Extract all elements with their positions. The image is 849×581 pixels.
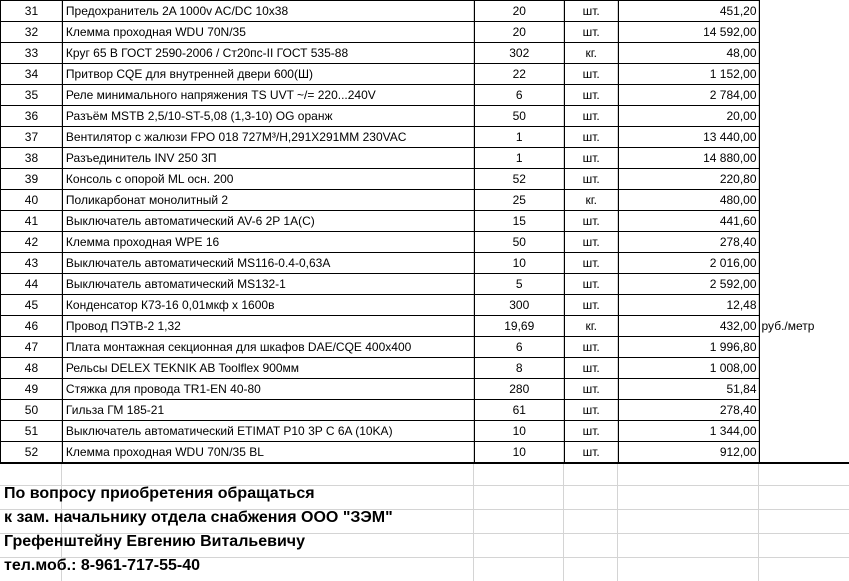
price-cell[interactable]: 432,00 [618,316,759,337]
quantity-cell[interactable]: 19,69 [474,316,564,337]
contact-phone[interactable]: тел.моб.: 8-961-717-55-40 [4,557,201,574]
table-row [1,274,849,295]
table-row [1,1,849,22]
price-cell[interactable]: 451,20 [618,1,759,22]
note-cell[interactable] [759,1,849,22]
unit-cell[interactable]: кг. [564,316,618,337]
row-number-cell[interactable]: 40 [1,190,63,211]
table-row [1,400,849,421]
price-cell[interactable]: 2 784,00 [618,85,759,106]
item-name-cell[interactable]: Выключатель автоматический AV-6 2P 1A(C) [62,211,474,232]
item-name-cell[interactable]: Стяжка для провода TR1-EN 40-80 [62,379,474,400]
item-name-cell[interactable]: Выключатель автоматический MS116-0.4-0,63A [62,253,474,274]
quantity-cell[interactable]: 1 [474,127,564,148]
item-name-cell[interactable]: Выключатель автоматический MS132-1 [62,274,474,295]
item-name-cell[interactable]: Конденсатор К73-16 0,01мкф х 1600в [62,295,474,316]
unit-cell[interactable]: шт. [564,358,618,379]
table-row [1,22,849,43]
price-cell[interactable]: 220,80 [618,169,759,190]
quantity-cell[interactable]: 6 [474,337,564,358]
row-number-cell[interactable]: 44 [1,274,63,295]
item-name-cell[interactable]: Клемма проходная WPE 16 [62,232,474,253]
price-cell[interactable]: 48,00 [618,43,759,64]
note-cell[interactable] [759,421,849,442]
item-name-cell[interactable]: Плата монтажная секционная для шкафов DAE/CQE 400x400 [62,337,474,358]
price-cell[interactable]: 20,00 [618,106,759,127]
item-name-cell[interactable]: Провод ПЭТВ-2 1,32 [62,316,474,337]
item-name-cell[interactable]: Разъединитель INV 250 3П [62,148,474,169]
quantity-cell[interactable]: 10 [474,421,564,442]
price-cell[interactable]: 14 592,00 [618,22,759,43]
price-cell[interactable]: 13 440,00 [618,127,759,148]
table-row [1,253,849,274]
table-row [1,358,849,379]
unit-cell[interactable]: шт. [564,442,618,464]
row-number-cell[interactable]: 49 [1,379,63,400]
row-number-cell[interactable]: 33 [1,43,63,64]
note-cell[interactable] [759,274,849,295]
note-cell[interactable] [759,169,849,190]
note-cell[interactable] [759,106,849,127]
unit-cell[interactable]: шт. [564,22,618,43]
row-number-cell[interactable]: 52 [1,442,63,464]
unit-cell[interactable]: шт. [564,211,618,232]
contact-block [4,482,393,578]
table-row [1,106,849,127]
price-cell[interactable]: 1 344,00 [618,421,759,442]
row-number-cell[interactable]: 48 [1,358,63,379]
table-row [1,337,849,358]
price-cell[interactable]: 912,00 [618,442,759,464]
row-number-cell[interactable]: 37 [1,127,63,148]
contact-line[interactable]: к зам. начальнику отдела снабжения ООО "ЗЭМ" [4,509,393,526]
table-row [1,148,849,169]
unit-cell[interactable]: шт. [564,337,618,358]
note-cell[interactable] [759,64,849,85]
quantity-cell[interactable]: 22 [474,64,564,85]
table-row [1,232,849,253]
row-number-cell[interactable]: 34 [1,64,63,85]
quantity-cell[interactable]: 6 [474,85,564,106]
price-cell[interactable]: 278,40 [618,400,759,421]
unit-cell[interactable]: шт. [564,400,618,421]
price-cell[interactable]: 51,84 [618,379,759,400]
table-row [1,442,849,464]
price-cell[interactable]: 1 996,80 [618,337,759,358]
note-cell[interactable] [759,232,849,253]
note-cell[interactable] [759,337,849,358]
unit-cell[interactable]: кг. [564,43,618,64]
row-number-cell[interactable]: 38 [1,148,63,169]
item-name-cell[interactable]: Реле минимального напряжения TS UVT ~/= 220...240V [62,85,474,106]
unit-cell[interactable]: шт. [564,274,618,295]
quantity-cell[interactable]: 280 [474,379,564,400]
unit-cell[interactable]: шт. [564,232,618,253]
price-cell[interactable]: 1 008,00 [618,358,759,379]
quantity-cell[interactable]: 302 [474,43,564,64]
price-cell[interactable]: 2 592,00 [618,274,759,295]
table-row [1,421,849,442]
price-cell[interactable]: 12,48 [618,295,759,316]
note-cell[interactable] [759,43,849,64]
price-cell[interactable]: 480,00 [618,190,759,211]
item-name-cell[interactable]: Поликарбонат монолитный 2 [62,190,474,211]
item-name-cell[interactable]: Вентилятор с жалюзи FPO 018 727М³/H,291X291MM 230VAC [62,127,474,148]
item-name-cell[interactable]: Притвор CQE для внутренней двери 600(Ш) [62,64,474,85]
item-name-cell[interactable]: Предохранитель 2A 1000v AC/DC 10x38 [62,1,474,22]
row-number-cell[interactable]: 39 [1,169,63,190]
item-name-cell[interactable]: Рельсы DELEX TEKNIK AB Toolflex 900мм [62,358,474,379]
quantity-cell[interactable]: 61 [474,400,564,421]
note-cell[interactable] [759,127,849,148]
quantity-cell[interactable]: 25 [474,190,564,211]
note-cell[interactable] [759,442,849,464]
row-number-cell[interactable]: 32 [1,22,63,43]
quantity-cell[interactable]: 300 [474,295,564,316]
table-row [1,85,849,106]
note-cell[interactable] [759,148,849,169]
table-row [1,127,849,148]
row-number-cell[interactable]: 45 [1,295,63,316]
table-row [1,169,849,190]
item-name-cell[interactable]: Консоль с опорой ML осн. 200 [62,169,474,190]
table-row [1,295,849,316]
price-cell[interactable]: 1 152,00 [618,64,759,85]
price-cell[interactable]: 14 880,00 [618,148,759,169]
contact-line[interactable]: По вопросу приобретения обращаться [4,485,315,502]
unit-cell[interactable]: шт. [564,127,618,148]
price-cell[interactable]: 278,40 [618,232,759,253]
note-cell[interactable] [759,190,849,211]
unit-cell[interactable]: шт. [564,148,618,169]
table-row [1,379,849,400]
note-cell[interactable] [759,253,849,274]
row-number-cell[interactable]: 43 [1,253,63,274]
quantity-cell[interactable]: 10 [474,442,564,464]
note-cell[interactable] [759,85,849,106]
row-number-cell[interactable]: 41 [1,211,63,232]
unit-cell[interactable]: кг. [564,190,618,211]
note-cell[interactable] [759,379,849,400]
unit-cell[interactable]: шт. [564,64,618,85]
unit-cell[interactable]: шт. [564,169,618,190]
quantity-cell[interactable]: 20 [474,22,564,43]
unit-cell[interactable]: шт. [564,379,618,400]
row-number-cell[interactable]: 31 [1,1,63,22]
row-number-cell[interactable]: 36 [1,106,63,127]
quantity-cell[interactable]: 5 [474,274,564,295]
table-row [1,190,849,211]
note-cell[interactable] [759,295,849,316]
price-cell[interactable]: 2 016,00 [618,253,759,274]
unit-cell[interactable]: шт. [564,1,618,22]
unit-cell[interactable]: шт. [564,85,618,106]
note-cell[interactable] [759,22,849,43]
note-cell[interactable] [759,211,849,232]
row-number-cell[interactable]: 50 [1,400,63,421]
row-number-cell[interactable]: 47 [1,337,63,358]
note-cell[interactable]: руб./метр [761,319,815,333]
quantity-cell[interactable]: 8 [474,358,564,379]
item-name-cell[interactable]: Гильза ГМ 185-21 [62,400,474,421]
quantity-cell[interactable]: 20 [474,1,564,22]
item-name-cell[interactable]: Разъём MSTB 2,5/10-ST-5,08 (1,3-10) OG оранж [62,106,474,127]
note-cell[interactable] [759,400,849,421]
quantity-cell[interactable]: 50 [474,106,564,127]
quantity-cell[interactable]: 10 [474,253,564,274]
table-row [1,211,849,232]
table-row [1,64,849,85]
quantity-cell[interactable]: 15 [474,211,564,232]
quantity-cell[interactable]: 52 [474,169,564,190]
quantity-cell[interactable]: 50 [474,232,564,253]
item-name-cell[interactable]: Клемма проходная WDU 70N/35 BL [62,442,474,464]
row-number-cell[interactable]: 46 [1,316,63,337]
unit-cell[interactable]: шт. [564,295,618,316]
note-cell[interactable] [759,358,849,379]
price-cell[interactable]: 441,60 [618,211,759,232]
unit-cell[interactable]: шт. [564,106,618,127]
row-number-cell[interactable]: 42 [1,232,63,253]
unit-cell[interactable]: шт. [564,421,618,442]
unit-cell[interactable]: шт. [564,253,618,274]
item-name-cell[interactable]: Выключатель автоматический ETIMAT P10 3P C 6A (10KA) [62,421,474,442]
quantity-cell[interactable]: 1 [474,148,564,169]
contact-line[interactable]: Грефенштейну Евгению Витальевичу [4,533,305,550]
row-number-cell[interactable]: 51 [1,421,63,442]
table-row [1,316,849,337]
row-number-cell[interactable]: 35 [1,85,63,106]
item-name-cell[interactable]: Круг 65 В ГОСТ 2590-2006 / Ст20пс-II ГОСТ 535-88 [62,43,474,64]
item-name-cell[interactable]: Клемма проходная WDU 70N/35 [62,22,474,43]
table-row [1,43,849,64]
